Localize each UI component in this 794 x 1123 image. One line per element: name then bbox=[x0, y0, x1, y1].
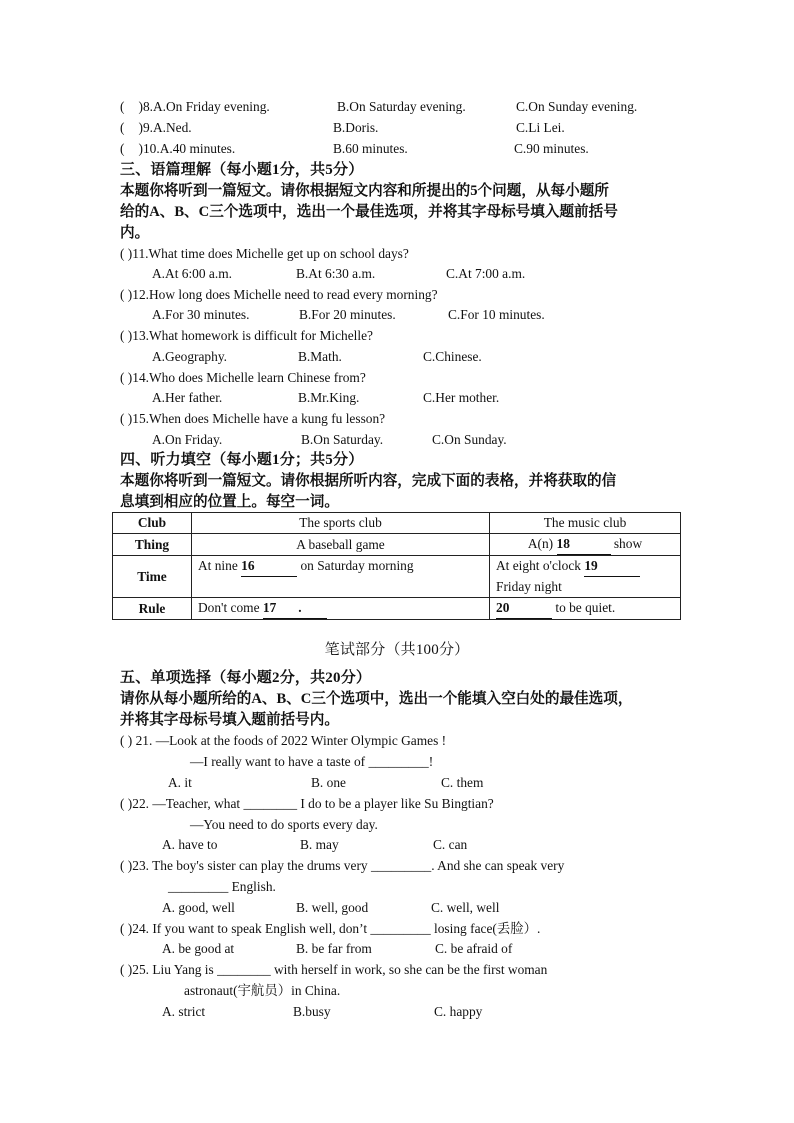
question-15-option-b: B.On Saturday. bbox=[301, 432, 384, 447]
sports-rule-cell: Don't come 17 . bbox=[192, 598, 490, 620]
question-12-option-c: C.For 10 minutes. bbox=[448, 307, 545, 322]
question-22-line-2: —You need to do sports every day. bbox=[190, 817, 378, 832]
question-13-option-a: A.Geography. bbox=[152, 349, 227, 364]
question-13-option-b: B.Math. bbox=[298, 349, 342, 364]
question-21-line-2: —I really want to have a taste of _________! bbox=[190, 754, 434, 769]
blank-19: 19 bbox=[584, 556, 640, 577]
question-11-option-a: A.At 6:00 a.m. bbox=[152, 266, 232, 281]
row-header-thing: Thing bbox=[113, 534, 192, 556]
question-9-option-b: B.Doris. bbox=[333, 120, 379, 135]
question-23-option-c: C. well, well bbox=[431, 900, 500, 915]
question-22-option-a: A. have to bbox=[162, 837, 218, 852]
row-header-time: Time bbox=[113, 556, 192, 598]
question-23-option-b: B. well, good bbox=[296, 900, 369, 915]
question-10-option-c: C.90 minutes. bbox=[514, 141, 589, 156]
question-21-option-c: C. them bbox=[441, 775, 484, 790]
blank-17: 17 . bbox=[263, 598, 327, 619]
question-25-option-a: A. strict bbox=[162, 1004, 206, 1019]
question-24: ( )24. If you want to speak English well, don’t _________ losing face(丢脸）. bbox=[120, 921, 541, 936]
question-21-option-b: B. one bbox=[311, 775, 346, 790]
table-row-time bbox=[113, 556, 681, 598]
section-5-instruction-1: 请你从每小题所给的A、B、C三个选项中，选出一个能填入空白处的最佳选项， bbox=[120, 691, 633, 707]
question-25-line-2: astronaut(宇航员）in China. bbox=[184, 983, 341, 998]
question-22: ( )22. —Teacher, what ________ I do to be a player like Su Bingtian? bbox=[120, 796, 494, 811]
music-thing-cell: A(n) 18 show bbox=[490, 534, 681, 556]
question-15-option-a: A.On Friday. bbox=[152, 432, 223, 447]
table-row-club bbox=[113, 513, 681, 534]
section-3-instruction-1: 本题你将听到一篇短文。请你根据短文内容和所提出的5个问题，从每小题所 bbox=[120, 183, 609, 199]
section-3-instruction-2: 给的A、B、C三个选项中，选出一个最佳选项，并将其字母标号填入题前括号 bbox=[120, 204, 618, 220]
question-25-option-b: B.busy bbox=[293, 1004, 331, 1019]
question-8-option-c: C.On Sunday evening. bbox=[516, 99, 638, 114]
table-row-thing bbox=[113, 534, 681, 556]
question-13: ( )13.What homework is difficult for Michelle? bbox=[120, 328, 373, 343]
question-23-line-2: _________ English. bbox=[168, 879, 276, 894]
music-club-cell: The music club bbox=[490, 513, 681, 534]
question-8: ( )8.A.On Friday evening. bbox=[120, 99, 270, 114]
question-25-option-c: C. happy bbox=[434, 1004, 483, 1019]
question-14-option-c: C.Her mother. bbox=[423, 390, 500, 405]
sports-time-cell: At nine 16 on Saturday morning bbox=[192, 556, 490, 598]
music-rule-cell: 20 to be quiet. bbox=[490, 598, 681, 620]
question-11-option-b: B.At 6:30 a.m. bbox=[296, 266, 376, 281]
question-23: ( )23. The boy's sister can play the drums very _________. And she can speak very bbox=[120, 858, 565, 873]
section-4-instruction-1: 本题你将听到一篇短文。请你根据所听内容，完成下面的表格，并将获取的信 bbox=[120, 473, 617, 489]
question-21: ( ) 21. —Look at the foods of 2022 Winter Olympic Games ! bbox=[120, 733, 447, 748]
question-21-option-a: A. it bbox=[168, 775, 192, 790]
question-14-option-b: B.Mr.King. bbox=[298, 390, 360, 405]
blank-16: 16 bbox=[241, 556, 297, 577]
question-11-option-c: C.At 7:00 a.m. bbox=[446, 266, 526, 281]
question-13-option-c: C.Chinese. bbox=[423, 349, 482, 364]
question-12: ( )12.How long does Michelle need to read every morning? bbox=[120, 287, 438, 302]
question-14-option-a: A.Her father. bbox=[152, 390, 223, 405]
section-4-title: 四、听力填空（每小题1分；共5分） bbox=[120, 452, 364, 468]
question-23-option-a: A. good, well bbox=[162, 900, 235, 915]
question-10-option-b: B.60 minutes. bbox=[333, 141, 408, 156]
question-22-option-c: C. can bbox=[433, 837, 468, 852]
question-24-option-a: A. be good at bbox=[162, 941, 235, 956]
sports-thing-cell: A baseball game bbox=[192, 534, 490, 556]
question-10: ( )10.A.40 minutes. bbox=[120, 141, 236, 156]
question-14: ( )14.Who does Michelle learn Chinese from? bbox=[120, 370, 366, 385]
written-part-title: 笔试部分（共100分） bbox=[324, 642, 470, 658]
music-time-cell: At eight o'clock 19 Friday night bbox=[490, 556, 681, 598]
question-11: ( )11.What time does Michelle get up on school days? bbox=[120, 246, 409, 261]
question-12-option-b: B.For 20 minutes. bbox=[299, 307, 396, 322]
question-22-option-b: B. may bbox=[300, 837, 339, 852]
table-row-rule bbox=[113, 598, 681, 620]
question-15-option-c: C.On Sunday. bbox=[432, 432, 507, 447]
blank-18: 18 bbox=[557, 534, 611, 555]
sports-club-cell: The sports club bbox=[192, 513, 490, 534]
question-9-option-c: C.Li Lei. bbox=[516, 120, 565, 135]
section-3-title: 三、语篇理解（每小题1分，共5分） bbox=[120, 162, 364, 178]
section-5-title: 五、单项选择（每小题2分，共20分） bbox=[120, 670, 372, 686]
section-4-instruction-2: 息填到相应的位置上。每空一词。 bbox=[120, 494, 339, 510]
row-header-rule: Rule bbox=[113, 598, 192, 620]
question-8-option-b: B.On Saturday evening. bbox=[337, 99, 466, 114]
section-5-instruction-2: 并将其字母标号填入题前括号内。 bbox=[120, 712, 339, 728]
section-3-instruction-3: 内。 bbox=[120, 225, 150, 241]
question-15: ( )15.When does Michelle have a kung fu lesson? bbox=[120, 411, 386, 426]
question-9: ( )9.A.Ned. bbox=[120, 120, 192, 135]
question-25: ( )25. Liu Yang is ________ with herself in work, so she can be the first woman bbox=[120, 962, 548, 977]
blank-20: 20 bbox=[496, 598, 552, 619]
question-24-option-b: B. be far from bbox=[296, 941, 372, 956]
row-header-club: Club bbox=[113, 513, 192, 534]
question-24-option-c: C. be afraid of bbox=[435, 941, 513, 956]
listening-table bbox=[112, 512, 681, 620]
question-12-option-a: A.For 30 minutes. bbox=[152, 307, 250, 322]
